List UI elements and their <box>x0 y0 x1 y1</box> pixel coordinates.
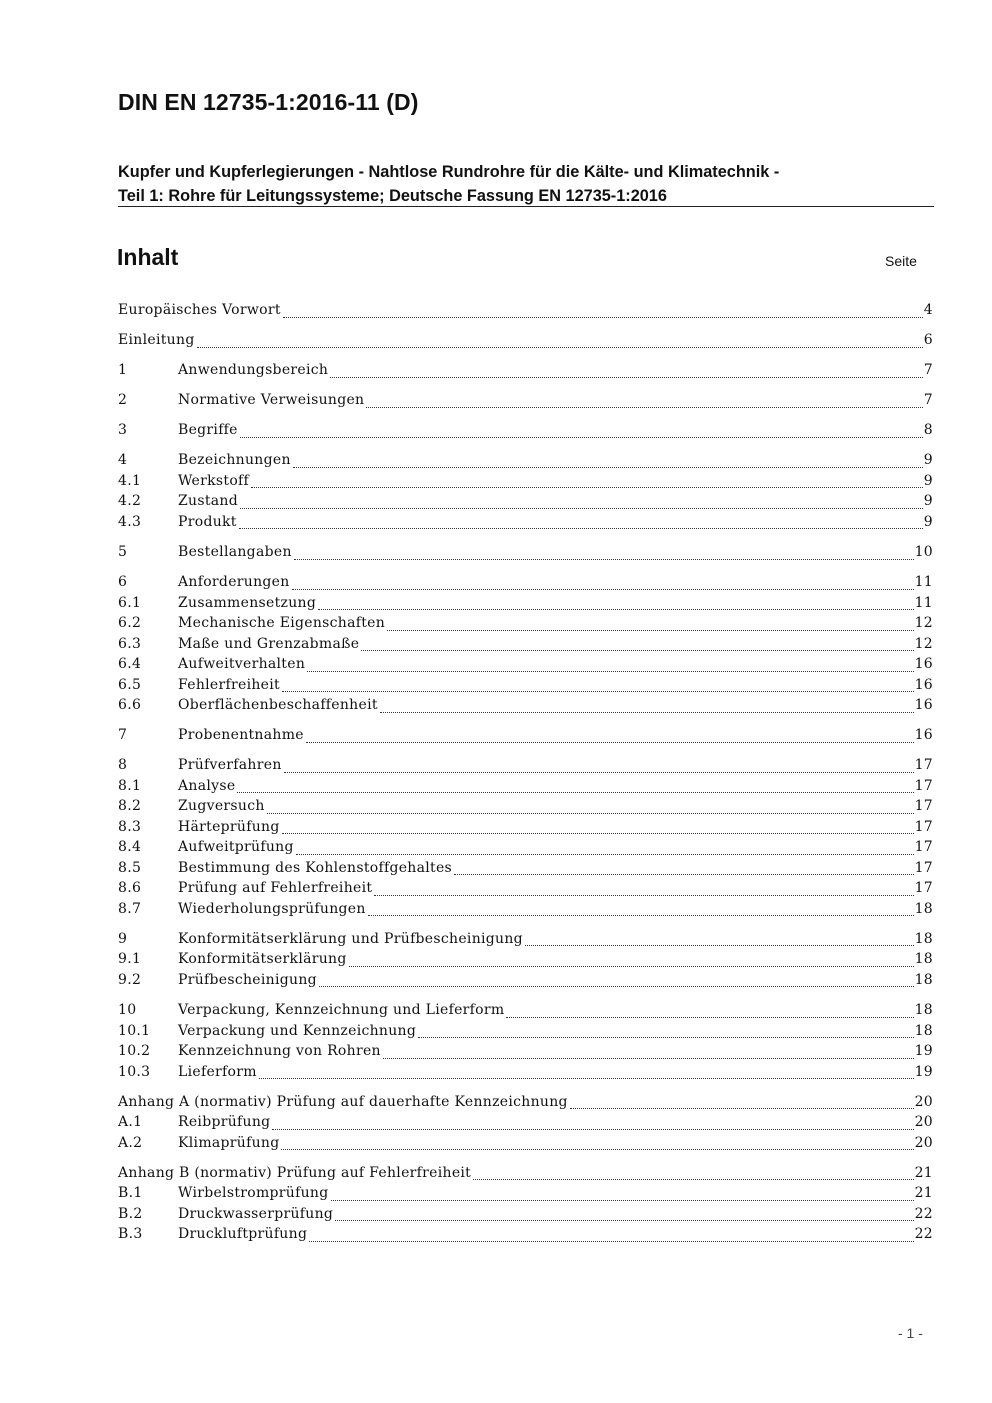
toc-entry[interactable] <box>118 1094 933 1115</box>
toc-entry[interactable] <box>118 1114 933 1135</box>
toc-entry-number: 6.5 <box>118 676 142 693</box>
toc-entry-number: 6.6 <box>118 697 142 714</box>
toc-entry-page: 18 <box>914 951 933 968</box>
toc-entry-title: Bestellangaben <box>178 544 292 561</box>
toc-dot-leader <box>506 1016 913 1018</box>
toc-entry-page: 19 <box>914 1063 933 1080</box>
toc-dot-leader <box>267 812 914 814</box>
toc-entry[interactable] <box>118 362 933 383</box>
toc-entry-number: A.1 <box>118 1114 143 1131</box>
toc-entry-page: 9 <box>923 513 933 530</box>
toc-entry[interactable] <box>118 1185 933 1206</box>
toc-dot-leader <box>525 944 914 946</box>
toc-entry-number: 8 <box>118 757 128 774</box>
toc-entry[interactable] <box>118 697 933 718</box>
toc-dot-leader <box>296 853 914 855</box>
toc-entry-title: Verpackung, Kennzeichnung und Lieferform <box>178 1002 505 1019</box>
toc-entry-title: Verpackung und Kennzeichnung <box>178 1022 417 1039</box>
toc-entry-number: 10.2 <box>118 1043 151 1060</box>
toc-entry-title: Analyse <box>178 777 236 794</box>
toc-entry-page: 8 <box>923 422 933 439</box>
toc-page-column-label: Seite <box>885 253 917 269</box>
toc-entry-number: 3 <box>118 422 128 439</box>
toc-entry-page: 7 <box>923 392 933 409</box>
toc-entry-page: 18 <box>914 930 933 947</box>
toc-entry-page: 18 <box>914 1002 933 1019</box>
toc-entry-number: 4.1 <box>118 472 142 489</box>
toc-dot-leader <box>283 316 923 318</box>
toc-entry-title: Maße und Grenzabmaße <box>178 635 360 652</box>
toc-entry-title: Europäisches Vorwort <box>118 302 281 318</box>
toc-entry-page: 20 <box>914 1093 933 1110</box>
toc-dot-leader <box>368 914 914 916</box>
toc-entry-number: 8.2 <box>118 798 142 815</box>
toc-entry[interactable] <box>118 839 933 860</box>
toc-dot-leader <box>387 629 914 631</box>
toc-entry-number: 8.6 <box>118 880 142 897</box>
toc-dot-leader <box>294 558 914 560</box>
toc-entry[interactable] <box>118 422 933 443</box>
toc-entry-number: 4.2 <box>118 493 142 510</box>
title-divider <box>118 206 934 207</box>
toc-entry-number: B.3 <box>118 1226 143 1243</box>
toc-entry-title: Zusammensetzung <box>178 594 317 611</box>
toc-dot-leader <box>330 376 923 378</box>
toc-dot-leader <box>307 670 913 672</box>
toc-entry[interactable] <box>118 1226 933 1247</box>
toc-entry[interactable] <box>118 798 933 819</box>
toc-entry[interactable] <box>118 819 933 840</box>
toc-entry-title: Klimaprüfung <box>178 1134 280 1151</box>
toc-entry-page: 17 <box>914 818 933 835</box>
toc-dot-leader <box>335 1219 913 1221</box>
toc-entry[interactable] <box>118 727 933 748</box>
toc-entry-title: Einleitung <box>118 332 195 349</box>
toc-entry-number: 8.3 <box>118 818 142 835</box>
toc-entry-title: Begriffe <box>178 422 238 439</box>
toc-entry-page: 9 <box>923 493 933 510</box>
toc-entry-title: Mechanische Eigenschaften <box>178 615 386 632</box>
toc-entry-page: 20 <box>914 1134 933 1151</box>
toc-entry-number: 4 <box>118 452 128 469</box>
toc-dot-leader <box>319 985 914 987</box>
toc-dot-leader <box>239 527 923 529</box>
toc-entry-title: Zustand <box>178 493 238 510</box>
toc-dot-leader <box>282 690 914 692</box>
toc-entry-page: 11 <box>914 574 933 591</box>
toc-entry[interactable] <box>118 544 933 565</box>
toc-entry-title: Druckluftprüfung <box>178 1226 308 1243</box>
toc-entry-number: 9 <box>118 930 128 947</box>
toc-entry-page: 17 <box>914 880 933 897</box>
toc-entry-number: 6.2 <box>118 615 142 632</box>
toc-entry-title: Oberflächenbeschaffenheit <box>178 697 378 714</box>
toc-entry-page: 17 <box>914 798 933 815</box>
toc-entry-title: Konformitätserklärung <box>178 951 347 968</box>
toc-entry-title: Aufweitprüfung <box>178 839 294 856</box>
toc-dot-leader <box>240 507 923 509</box>
toc-entry-title: Normative Verweisungen <box>178 392 365 409</box>
toc-entry-page: 12 <box>914 615 933 632</box>
toc-entry-number: 4.3 <box>118 513 142 530</box>
toc-entry-number: 9.2 <box>118 971 142 988</box>
toc-entry[interactable] <box>118 473 933 494</box>
toc-entry-number: 7 <box>118 727 128 744</box>
toc-dot-leader <box>251 486 923 488</box>
toc-entry[interactable] <box>118 452 933 473</box>
toc-entry-page: 20 <box>914 1114 933 1131</box>
toc-entry[interactable] <box>118 778 933 799</box>
toc-entry-title: Prüfbescheinigung <box>178 971 317 988</box>
toc-entry-title: Prüfverfahren <box>178 757 282 774</box>
toc-dot-leader <box>318 608 913 610</box>
toc-entry-page: 17 <box>914 859 933 876</box>
toc-entry-number: B.2 <box>118 1205 143 1222</box>
toc-entry-number: 8.1 <box>118 777 142 794</box>
toc-entry-page: 21 <box>914 1164 933 1181</box>
toc-entry[interactable] <box>118 1002 933 1023</box>
toc-entry-page: 18 <box>914 900 933 917</box>
toc-entry-title: Wiederholungsprüfungen <box>178 900 366 917</box>
toc-dot-leader <box>272 1128 913 1130</box>
toc-dot-leader <box>292 588 914 590</box>
toc-entry-page: 16 <box>914 676 933 693</box>
subtitle-line-2: Teil 1: Rohre für Leitungssysteme; Deutsche Fassung EN 12735-1:2016 <box>118 187 667 205</box>
toc-entry[interactable] <box>118 860 933 881</box>
toc-entry-title: Fehlerfreiheit <box>178 676 280 693</box>
toc-entry[interactable] <box>118 514 933 535</box>
toc-entry[interactable] <box>118 392 933 413</box>
toc-entry-page: 4 <box>923 302 933 318</box>
toc-entry-number: 6.4 <box>118 656 142 673</box>
toc-entry-number: 8.4 <box>118 839 142 856</box>
toc-dot-leader <box>374 894 913 896</box>
toc-entry[interactable] <box>118 493 933 514</box>
toc-entry[interactable] <box>118 951 933 972</box>
toc-dot-leader <box>383 1057 914 1059</box>
toc-entry-page: 19 <box>914 1043 933 1060</box>
toc-entry-title: Prüfung auf Fehlerfreiheit <box>178 880 373 897</box>
toc-entry-page: 17 <box>914 839 933 856</box>
toc-entry-page: 22 <box>914 1226 933 1243</box>
toc-dot-leader <box>284 771 914 773</box>
toc-dot-leader <box>454 873 914 875</box>
toc-entry-page: 6 <box>923 332 933 349</box>
toc-entry-title: Lieferform <box>178 1063 257 1080</box>
toc-entry-number: 6.1 <box>118 594 142 611</box>
toc-entry-page: 12 <box>914 635 933 652</box>
toc-entry[interactable] <box>118 901 933 922</box>
toc-entry-number: 6.3 <box>118 635 142 652</box>
toc-entry-title: Härteprüfung <box>178 818 280 835</box>
toc-entry[interactable] <box>118 615 933 636</box>
page-number: - 1 - <box>898 1325 923 1341</box>
toc-entry-title: Bezeichnungen <box>178 452 291 469</box>
toc-dot-leader <box>282 832 914 834</box>
toc-dot-leader <box>281 1148 913 1150</box>
toc-entry-page: 17 <box>914 777 933 794</box>
toc-entry-number: 2 <box>118 392 128 409</box>
toc-entry-title: Bestimmung des Kohlenstoffgehaltes <box>178 859 453 876</box>
toc-entry[interactable] <box>118 880 933 901</box>
toc-entry-title: Kennzeichnung von Rohren <box>178 1043 381 1060</box>
toc-dot-leader <box>418 1036 913 1038</box>
toc-entry-number: 10.3 <box>118 1063 151 1080</box>
toc-entry-page: 16 <box>914 697 933 714</box>
toc-entry-page: 17 <box>914 757 933 774</box>
toc-dot-leader <box>366 406 922 408</box>
toc-heading: Inhalt <box>117 244 179 270</box>
toc-entry[interactable] <box>118 574 933 595</box>
toc-entry[interactable] <box>118 757 933 778</box>
toc-entry[interactable] <box>118 636 933 657</box>
toc-entry-title: Anhang B (normativ) Prüfung auf Fehlerfreiheit <box>118 1164 472 1181</box>
toc-entry[interactable] <box>118 1165 933 1186</box>
toc-entry-page: 18 <box>914 971 933 988</box>
toc-dot-leader <box>259 1077 914 1079</box>
toc-entry-number: 8.7 <box>118 900 142 917</box>
toc-entry[interactable] <box>118 931 933 952</box>
toc-entry-title: Werkstoff <box>178 472 250 489</box>
toc-entry[interactable] <box>118 677 933 698</box>
toc-dot-leader <box>240 436 923 438</box>
toc-entry-page: 10 <box>914 544 933 561</box>
toc-entry-number: 10 <box>118 1002 137 1019</box>
toc-entry-page: 7 <box>923 362 933 379</box>
toc-entry-title: Reibprüfung <box>178 1114 271 1131</box>
toc-entry[interactable] <box>118 1064 933 1085</box>
toc-dot-leader <box>237 791 913 793</box>
toc-entry-number: 8.5 <box>118 859 142 876</box>
toc-entry-number: 9.1 <box>118 951 142 968</box>
toc-entry[interactable] <box>118 656 933 677</box>
toc-entry[interactable] <box>118 595 933 616</box>
toc-dot-leader <box>361 649 913 651</box>
toc-entry[interactable] <box>118 1135 933 1156</box>
toc-dot-leader <box>473 1178 913 1180</box>
toc-dot-leader <box>349 965 914 967</box>
toc-entry-page: 16 <box>914 656 933 673</box>
document-subtitle <box>118 160 933 208</box>
toc-entry[interactable] <box>118 972 933 993</box>
toc-dot-leader <box>331 1199 914 1201</box>
toc-entry-number: 1 <box>118 362 128 379</box>
toc-entry-title: Wirbelstromprüfung <box>178 1185 329 1202</box>
toc-entry[interactable] <box>118 1043 933 1064</box>
toc-entry[interactable] <box>118 332 933 353</box>
toc-entry-title: Druckwasserprüfung <box>178 1205 334 1222</box>
toc-dot-leader <box>309 1240 913 1242</box>
toc-dot-leader <box>570 1107 914 1109</box>
subtitle-line-1: Kupfer und Kupferlegierungen - Nahtlose Rundrohre für die Kälte- und Klimatechnik - <box>118 163 780 181</box>
toc-entry-number: 5 <box>118 544 128 561</box>
toc-entry-title: Anforderungen <box>178 574 290 591</box>
toc-entry-number: 10.1 <box>118 1022 151 1039</box>
toc-entry-page: 22 <box>914 1205 933 1222</box>
toc-entry-number: A.2 <box>118 1134 143 1151</box>
toc-entry-title: Zugversuch <box>178 798 265 815</box>
toc-entry-page: 18 <box>914 1022 933 1039</box>
toc-entry[interactable] <box>118 1023 933 1044</box>
toc-entry-page: 16 <box>914 727 933 744</box>
toc-entry-number: 6 <box>118 574 128 591</box>
toc-entry-page: 21 <box>914 1185 933 1202</box>
toc-dot-leader <box>380 711 914 713</box>
toc-entry-title: Produkt <box>178 513 237 530</box>
toc-entry[interactable] <box>118 1206 933 1227</box>
toc-entry-page: 9 <box>923 472 933 489</box>
toc-entry-page: 11 <box>914 594 933 611</box>
toc-entry[interactable] <box>118 302 933 323</box>
toc-dot-leader <box>306 741 914 743</box>
toc-entry-title: Aufweitverhalten <box>178 656 306 673</box>
toc-entry-page: 9 <box>923 452 933 469</box>
toc-entry-title: Anwendungsbereich <box>178 362 329 379</box>
toc-entry-title: Probenentnahme <box>178 727 304 744</box>
table-of-contents <box>118 302 933 1247</box>
toc-dot-leader <box>293 466 923 468</box>
toc-entry-title: Konformitätserklärung und Prüfbescheinigung <box>178 930 523 947</box>
toc-dot-leader <box>197 346 923 348</box>
document-id: DIN EN 12735-1:2016-11 (D) <box>118 89 419 115</box>
toc-entry-number: B.1 <box>118 1185 143 1202</box>
toc-entry-title: Anhang A (normativ) Prüfung auf dauerhafte Kennzeichnung <box>118 1093 568 1110</box>
